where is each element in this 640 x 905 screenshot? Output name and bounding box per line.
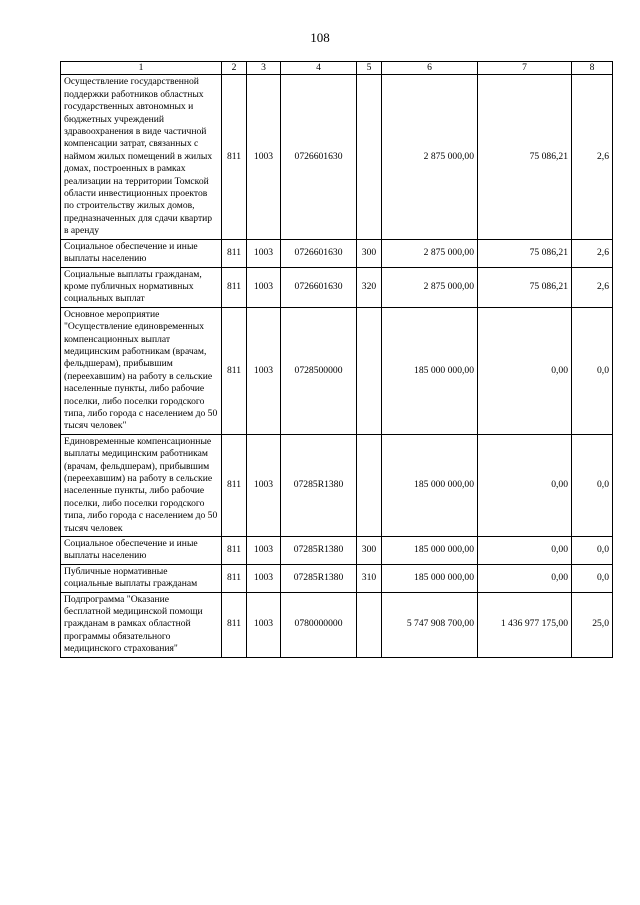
row-cell-3: 1003 xyxy=(247,239,281,267)
row-cell-2: 811 xyxy=(222,537,247,565)
row-cell-6: 185 000 000,00 xyxy=(382,307,478,434)
row-cell-8: 0,0 xyxy=(572,564,613,592)
row-cell-7: 75 086,21 xyxy=(478,75,572,239)
header-cell-5: 5 xyxy=(357,62,382,75)
row-cell-4: 07285R1380 xyxy=(281,537,357,565)
table-row xyxy=(61,434,613,536)
row-cell-5 xyxy=(357,592,382,657)
page-number: 108 xyxy=(310,30,330,45)
row-cell-4: 0728500000 xyxy=(281,307,357,434)
row-cell-3: 1003 xyxy=(247,537,281,565)
header-cell-8: 8 xyxy=(572,62,613,75)
table-row xyxy=(61,592,613,657)
row-cell-3: 1003 xyxy=(247,75,281,239)
row-cell-7: 75 086,21 xyxy=(478,267,572,307)
table-row xyxy=(61,75,613,239)
row-cell-4: 0726601630 xyxy=(281,239,357,267)
row-cell-3: 1003 xyxy=(247,267,281,307)
row-cell-2: 811 xyxy=(222,267,247,307)
row-description: Подпрограмма "Оказание бесплатной медицинской помощи гражданам в рамках областной программы обязательного медицинского страхования" xyxy=(61,592,222,657)
row-cell-6: 2 875 000,00 xyxy=(382,75,478,239)
table-row xyxy=(61,267,613,307)
row-cell-6: 185 000 000,00 xyxy=(382,537,478,565)
header-row xyxy=(61,62,613,75)
row-description: Осуществление государственной поддержки работников областных государственных автономных и бюджетных учреждений здравоохранения в виде частичной компенсации затрат, связанных с наймом жилых помещений в жилых домах, построенных в рамках реализации на территории Томской области инвестиционных проектов по строительству жилых домов, предназначенных для сдачи квартир в аренду xyxy=(61,75,222,239)
header-cell-3: 3 xyxy=(247,62,281,75)
row-cell-5 xyxy=(357,307,382,434)
header-cell-1: 1 xyxy=(61,62,222,75)
row-cell-8: 2,6 xyxy=(572,239,613,267)
row-cell-4: 0780000000 xyxy=(281,592,357,657)
row-cell-7: 1 436 977 175,00 xyxy=(478,592,572,657)
row-cell-2: 811 xyxy=(222,239,247,267)
row-cell-3: 1003 xyxy=(247,307,281,434)
row-cell-5: 300 xyxy=(357,239,382,267)
row-cell-8: 2,6 xyxy=(572,75,613,239)
row-cell-2: 811 xyxy=(222,592,247,657)
row-cell-6: 185 000 000,00 xyxy=(382,434,478,536)
row-cell-2: 811 xyxy=(222,75,247,239)
row-cell-6: 2 875 000,00 xyxy=(382,267,478,307)
row-cell-6: 5 747 908 700,00 xyxy=(382,592,478,657)
row-cell-7: 0,00 xyxy=(478,564,572,592)
row-cell-7: 0,00 xyxy=(478,537,572,565)
row-description: Социальное обеспечение и иные выплаты населению xyxy=(61,239,222,267)
row-cell-7: 0,00 xyxy=(478,307,572,434)
table-row xyxy=(61,537,613,565)
header-cell-7: 7 xyxy=(478,62,572,75)
row-cell-4: 0726601630 xyxy=(281,267,357,307)
row-cell-2: 811 xyxy=(222,564,247,592)
row-description: Социальные выплаты гражданам, кроме публичных нормативных социальных выплат xyxy=(61,267,222,307)
row-cell-2: 811 xyxy=(222,307,247,434)
row-description: Социальное обеспечение и иные выплаты населению xyxy=(61,537,222,565)
row-cell-8: 0,0 xyxy=(572,434,613,536)
row-description: Публичные нормативные социальные выплаты гражданам xyxy=(61,564,222,592)
row-cell-8: 0,0 xyxy=(572,307,613,434)
row-cell-7: 0,00 xyxy=(478,434,572,536)
header-cell-2: 2 xyxy=(222,62,247,75)
row-cell-8: 25,0 xyxy=(572,592,613,657)
header-cell-4: 4 xyxy=(281,62,357,75)
row-cell-5: 300 xyxy=(357,537,382,565)
row-cell-8: 2,6 xyxy=(572,267,613,307)
row-cell-3: 1003 xyxy=(247,564,281,592)
row-cell-3: 1003 xyxy=(247,434,281,536)
row-cell-5: 310 xyxy=(357,564,382,592)
row-cell-3: 1003 xyxy=(247,592,281,657)
row-cell-4: 07285R1380 xyxy=(281,564,357,592)
row-cell-5 xyxy=(357,434,382,536)
budget-table xyxy=(60,61,613,658)
row-cell-5: 320 xyxy=(357,267,382,307)
row-cell-8: 0,0 xyxy=(572,537,613,565)
table-row xyxy=(61,307,613,434)
row-cell-6: 2 875 000,00 xyxy=(382,239,478,267)
header-cell-6: 6 xyxy=(382,62,478,75)
row-description: Единовременные компенсационные выплаты медицинским работникам (врачам, фельдшерам), прибывшим (переехавшим) на работу в сельские населенные пункты, либо рабочие поселки, либо поселки городского типа, либо города с населением до 50 тысяч человек xyxy=(61,434,222,536)
row-cell-2: 811 xyxy=(222,434,247,536)
row-cell-5 xyxy=(357,75,382,239)
table-row xyxy=(61,564,613,592)
row-cell-6: 185 000 000,00 xyxy=(382,564,478,592)
row-cell-7: 75 086,21 xyxy=(478,239,572,267)
row-cell-4: 07285R1380 xyxy=(281,434,357,536)
row-description: Основное мероприятие "Осуществление единовременных компенсационных выплат медицинским работникам (врачам, фельдшерам), прибывшим (переехавшим) на работу в сельские населенные пункты, либо рабочие поселки, либо поселки городского типа, либо города с населением до 50 тысяч человек" xyxy=(61,307,222,434)
row-cell-4: 0726601630 xyxy=(281,75,357,239)
table-row xyxy=(61,239,613,267)
